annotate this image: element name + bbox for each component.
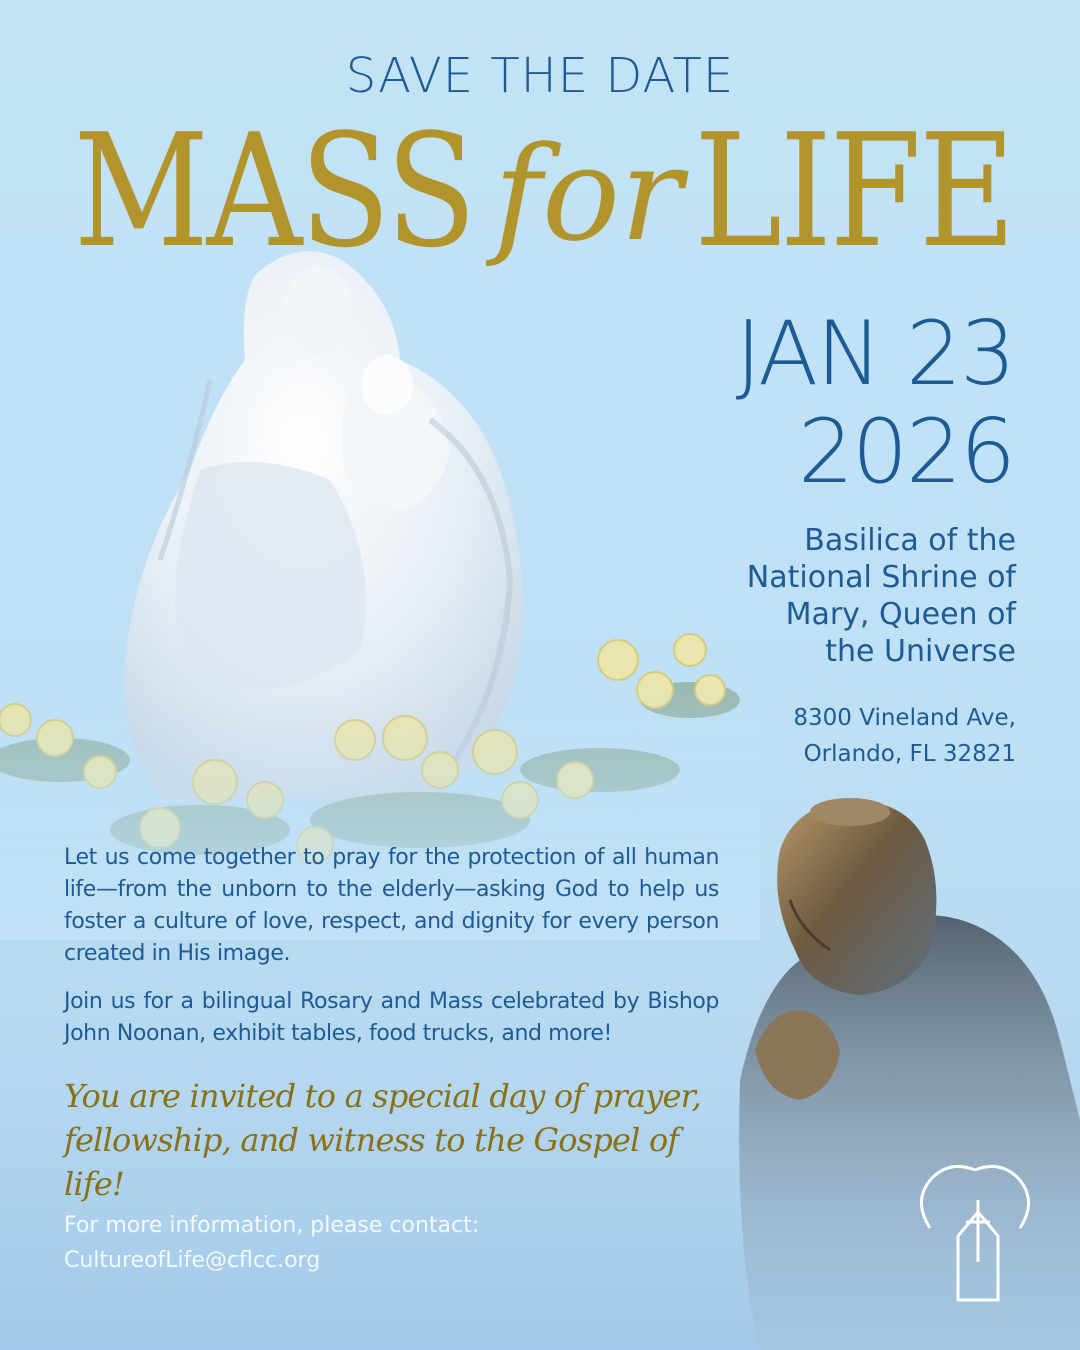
event-venue bbox=[676, 522, 1016, 670]
praying-bronze-statue-illustration bbox=[739, 798, 1080, 1350]
event-address bbox=[793, 700, 1016, 772]
contact-label: For more information, please contact: bbox=[64, 1213, 480, 1238]
contact-info bbox=[64, 1208, 479, 1278]
event-date-month-day: JAN 23 bbox=[735, 302, 1014, 405]
title-mass: MASS bbox=[73, 100, 475, 282]
title-life: LIFE bbox=[694, 100, 1014, 282]
description-paragraph-1: Let us come together to pray for the protection of all human life—from the unborn to the elderly—asking God to help us foster a culture of love, respect, and dignity for every person created in His image. bbox=[64, 845, 719, 966]
title-for: for bbox=[493, 118, 683, 270]
venue-line: Mary, Queen of bbox=[785, 597, 1016, 632]
event-date bbox=[735, 302, 1014, 503]
venue-line: National Shrine of bbox=[746, 560, 1016, 595]
save-the-date-heading: SAVE THE DATE bbox=[345, 48, 735, 104]
venue-line: the Universe bbox=[825, 634, 1016, 669]
address-street: 8300 Vineland Ave, bbox=[793, 705, 1016, 731]
venue-line: Basilica of the bbox=[804, 523, 1016, 558]
invitation-text: You are invited to a special day of prayer, fellowship, and witness to the Gospel of life! bbox=[64, 1077, 702, 1203]
contact-email-link[interactable]: CultureofLife@cflcc.org bbox=[64, 1248, 321, 1273]
description-paragraph-2: Join us for a bilingual Rosary and Mass celebrated by Bishop John Noonan, exhibit tables, food trucks, and more! bbox=[64, 989, 719, 1046]
event-date-year: 2026 bbox=[798, 400, 1014, 503]
address-city: Orlando, FL 32821 bbox=[803, 741, 1016, 767]
event-title bbox=[0, 100, 1080, 282]
